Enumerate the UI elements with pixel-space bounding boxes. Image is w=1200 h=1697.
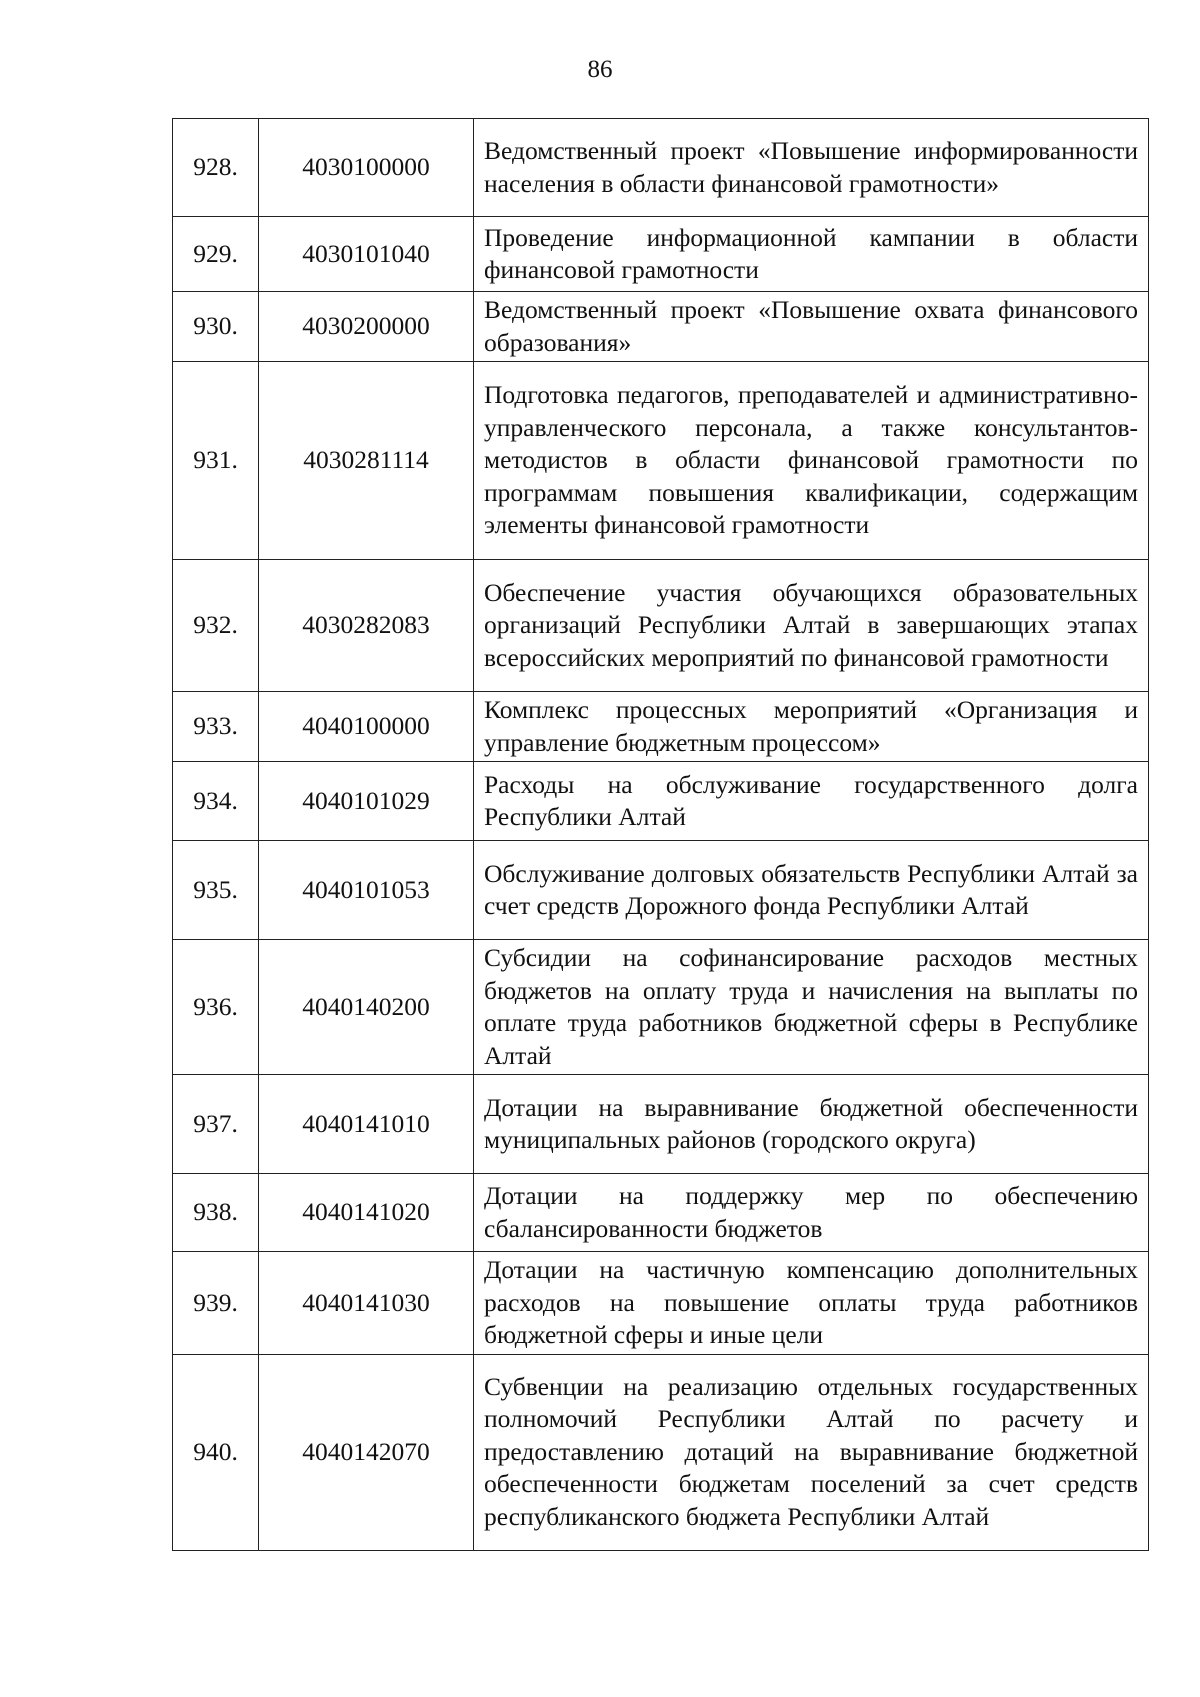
row-number: 931. <box>173 362 259 560</box>
table-row <box>173 841 1149 940</box>
expense-name: Расходы на обслуживание государственного долга Республики Алтай <box>474 762 1149 841</box>
table-row <box>173 940 1149 1075</box>
row-number: 930. <box>173 292 259 362</box>
table-row <box>173 362 1149 560</box>
target-code: 4030101040 <box>259 217 474 292</box>
table-row <box>173 1075 1149 1174</box>
target-code: 4040141010 <box>259 1075 474 1174</box>
row-number: 940. <box>173 1354 259 1550</box>
target-code: 4040101029 <box>259 762 474 841</box>
expense-name: Субсидии на софинансирование расходов местных бюджетов на оплату труда и начисления на выплаты по оплате труда работников бюджетной сферы в Республике Алтай <box>474 940 1149 1075</box>
target-code: 4030281114 <box>259 362 474 560</box>
target-code: 4040100000 <box>259 692 474 762</box>
target-code: 4040101053 <box>259 841 474 940</box>
expense-name: Субвенции на реализацию отдельных государственных полномочий Республики Алтай по расчету и предоставлению дотаций на выравнивание бюджетной обеспеченности бюджетам поселений за счет средств республиканского бюджета Республики Алтай <box>474 1354 1149 1550</box>
table-row <box>173 292 1149 362</box>
expense-name: Обеспечение участия обучающихся образовательных организаций Республики Алтай в завершающих этапах всероссийских мероприятий по финансовой грамотности <box>474 560 1149 692</box>
table-row <box>173 692 1149 762</box>
row-number: 934. <box>173 762 259 841</box>
target-code: 4040140200 <box>259 940 474 1075</box>
row-number: 935. <box>173 841 259 940</box>
expense-name: Дотации на частичную компенсацию дополнительных расходов на повышение оплаты труда работников бюджетной сферы и иные цели <box>474 1252 1149 1355</box>
row-number: 938. <box>173 1174 259 1252</box>
target-code: 4030200000 <box>259 292 474 362</box>
expense-name: Ведомственный проект «Повышение охвата финансового образования» <box>474 292 1149 362</box>
table-row <box>173 1252 1149 1355</box>
row-number: 933. <box>173 692 259 762</box>
expense-name: Дотации на поддержку мер по обеспечению сбалансированности бюджетов <box>474 1174 1149 1252</box>
expense-name: Обслуживание долговых обязательств Республики Алтай за счет средств Дорожного фонда Республики Алтай <box>474 841 1149 940</box>
table-row <box>173 217 1149 292</box>
table-row <box>173 560 1149 692</box>
page-number: 86 <box>587 56 613 83</box>
expense-name: Комплекс процессных мероприятий «Организация и управление бюджетным процессом» <box>474 692 1149 762</box>
expense-name: Проведение информационной кампании в области финансовой грамотности <box>474 217 1149 292</box>
target-code: 4030100000 <box>259 119 474 217</box>
target-code: 4030282083 <box>259 560 474 692</box>
row-number: 932. <box>173 560 259 692</box>
target-code: 4040141020 <box>259 1174 474 1252</box>
budget-classification-table <box>172 118 1149 1551</box>
table-row <box>173 1354 1149 1550</box>
table-row <box>173 762 1149 841</box>
table-row <box>173 1174 1149 1252</box>
expense-name: Ведомственный проект «Повышение информированности населения в области финансовой грамотности» <box>474 119 1149 217</box>
expense-name: Дотации на выравнивание бюджетной обеспеченности муниципальных районов (городского округа) <box>474 1075 1149 1174</box>
row-number: 929. <box>173 217 259 292</box>
expense-name: Подготовка педагогов, преподавателей и административно-управленческого персонала, а также консультантов-методистов в области финансовой грамотности по программам повышения квалификации, содержащим элементы финансовой грамотности <box>474 362 1149 560</box>
row-number: 928. <box>173 119 259 217</box>
target-code: 4040142070 <box>259 1354 474 1550</box>
target-code: 4040141030 <box>259 1252 474 1355</box>
row-number: 937. <box>173 1075 259 1174</box>
row-number: 939. <box>173 1252 259 1355</box>
row-number: 936. <box>173 940 259 1075</box>
table-row <box>173 119 1149 217</box>
